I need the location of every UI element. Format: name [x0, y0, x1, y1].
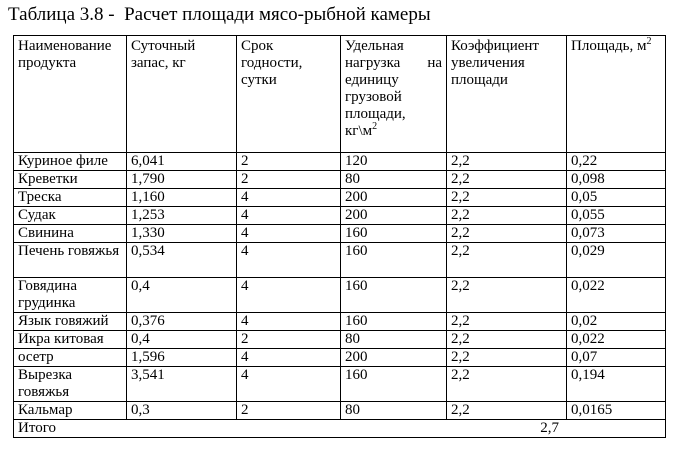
- table-row: [14, 402, 666, 420]
- cell-product: Креветки: [14, 171, 127, 189]
- cell-product: Икра китовая: [14, 331, 127, 349]
- cell-shelf-life: 2: [237, 171, 341, 189]
- cell-area: 0,05: [567, 189, 666, 207]
- cell-coefficient: 2,2: [447, 225, 567, 243]
- cell-load: 200: [341, 349, 447, 367]
- header-shelf-life: Срок годности, сутки: [237, 36, 341, 153]
- cell-daily-stock: 0,376: [127, 313, 237, 331]
- total-label: Итого: [14, 420, 127, 438]
- cell-shelf-life: 4: [237, 367, 341, 402]
- cell-area: 0,029: [567, 243, 666, 278]
- cell-product: осетр: [14, 349, 127, 367]
- cell-coefficient: 2,2: [447, 153, 567, 171]
- cell-coefficient: 2,2: [447, 207, 567, 225]
- table-row: [14, 313, 666, 331]
- cell-daily-stock: 1,790: [127, 171, 237, 189]
- cell-daily-stock: 0,534: [127, 243, 237, 278]
- cell-area: 0,098: [567, 171, 666, 189]
- cell-coefficient: 2,2: [447, 402, 567, 420]
- cell-product: Говядина грудинка: [14, 278, 127, 313]
- cell-area: 0,022: [567, 331, 666, 349]
- cell-coefficient: 2,2: [447, 278, 567, 313]
- cell-daily-stock: 1,330: [127, 225, 237, 243]
- cell-shelf-life: 4: [237, 189, 341, 207]
- cell-daily-stock: 0,4: [127, 278, 237, 313]
- table-row: [14, 331, 666, 349]
- table-row: [14, 278, 666, 313]
- cell-coefficient: 2,2: [447, 367, 567, 402]
- cell-coefficient: 2,2: [447, 313, 567, 331]
- cell-shelf-life: 2: [237, 331, 341, 349]
- cell-load: 200: [341, 189, 447, 207]
- cell-product: Кальмар: [14, 402, 127, 420]
- cell-daily-stock: 3,541: [127, 367, 237, 402]
- cell-area: 0,055: [567, 207, 666, 225]
- cell-daily-stock: 1,253: [127, 207, 237, 225]
- cell-load: 200: [341, 207, 447, 225]
- cell-shelf-life: 4: [237, 207, 341, 225]
- cell-load: 160: [341, 367, 447, 402]
- header-specific-load: Удельная нагрузка на единицу грузовой площади, $кг\backslash м^2$: [341, 36, 447, 153]
- cell-product: Судак: [14, 207, 127, 225]
- cell-load: 120: [341, 153, 447, 171]
- cell-product: Язык говяжий: [14, 313, 127, 331]
- cell-product: Куриное филе: [14, 153, 127, 171]
- table-row: [14, 153, 666, 171]
- cell-product: Треска: [14, 189, 127, 207]
- table-row: [14, 171, 666, 189]
- table-row: [14, 207, 666, 225]
- cell-daily-stock: 6,041: [127, 153, 237, 171]
- header-daily-stock: Суточный запас, кг: [127, 36, 237, 153]
- cell-shelf-life: 2: [237, 402, 341, 420]
- cell-coefficient: 2,2: [447, 349, 567, 367]
- cell-area: 0,22: [567, 153, 666, 171]
- total-value: 2,7: [127, 420, 666, 438]
- cell-load: 160: [341, 313, 447, 331]
- total-row: [14, 420, 666, 438]
- cell-area: 0,194: [567, 367, 666, 402]
- cell-load: 80: [341, 171, 447, 189]
- header-product: Наименование продукта: [14, 36, 127, 153]
- table-header-row: [14, 36, 666, 153]
- cell-load: 80: [341, 402, 447, 420]
- cell-area: 0,022: [567, 278, 666, 313]
- cell-area: 0,07: [567, 349, 666, 367]
- cell-shelf-life: 4: [237, 313, 341, 331]
- cell-daily-stock: 1,596: [127, 349, 237, 367]
- cell-area: 0,02: [567, 313, 666, 331]
- cell-coefficient: 2,2: [447, 189, 567, 207]
- cell-area: 0,073: [567, 225, 666, 243]
- cell-product: Вырезка говяжья: [14, 367, 127, 402]
- cell-product: Печень говяжья: [14, 243, 127, 278]
- cell-shelf-life: 4: [237, 225, 341, 243]
- area-calculation-table: [13, 35, 666, 438]
- cell-product: Свинина: [14, 225, 127, 243]
- table-caption: Таблица 3.8 - Расчет площади мясо-рыбной камеры: [8, 4, 431, 25]
- cell-daily-stock: 0,4: [127, 331, 237, 349]
- cell-load: 80: [341, 331, 447, 349]
- header-coefficient: Коэффициент увеличения площади: [447, 36, 567, 153]
- cell-shelf-life: 2: [237, 153, 341, 171]
- table-row: [14, 367, 666, 402]
- cell-coefficient: 2,2: [447, 171, 567, 189]
- table-row: [14, 189, 666, 207]
- cell-daily-stock: 1,160: [127, 189, 237, 207]
- cell-coefficient: 2,2: [447, 331, 567, 349]
- table-row: [14, 243, 666, 278]
- cell-area: 0,0165: [567, 402, 666, 420]
- cell-load: 160: [341, 278, 447, 313]
- cell-shelf-life: 4: [237, 243, 341, 278]
- cell-coefficient: 2,2: [447, 243, 567, 278]
- table-row: [14, 349, 666, 367]
- table-row: [14, 225, 666, 243]
- header-area: Площадь, $м^2$: [567, 36, 666, 153]
- cell-shelf-life: 4: [237, 278, 341, 313]
- cell-daily-stock: 0,3: [127, 402, 237, 420]
- cell-load: 160: [341, 225, 447, 243]
- cell-shelf-life: 4: [237, 349, 341, 367]
- cell-load: 160: [341, 243, 447, 278]
